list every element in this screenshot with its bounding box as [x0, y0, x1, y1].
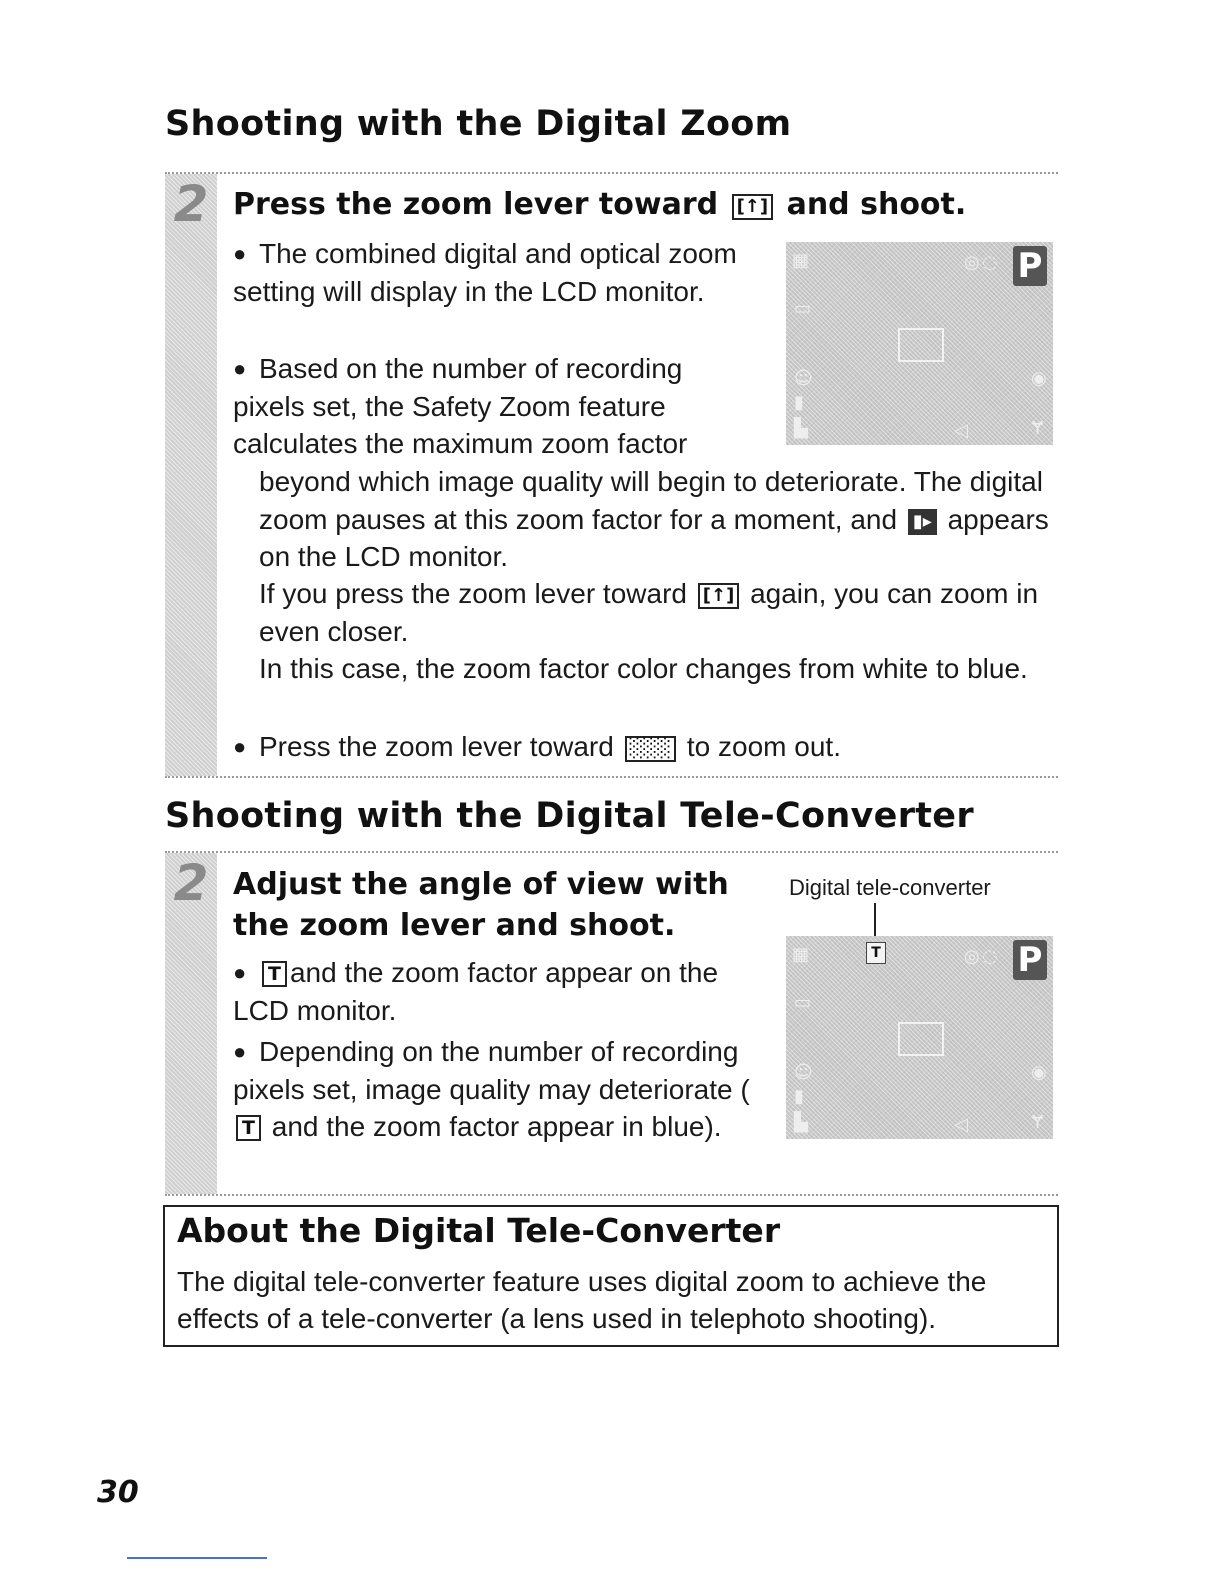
bullet-text: to zoom out.	[686, 731, 841, 762]
callout-digital-tele-converter: Digital tele-converter	[789, 875, 991, 900]
bullet-icon: ●	[233, 241, 247, 266]
step-title	[233, 864, 729, 946]
flash-icon: ◌	[982, 946, 998, 967]
about-body: The digital tele-converter feature uses digital zoom to achieve the effects of a tele-converter (a lens used in telephoto shooting).	[177, 1266, 987, 1334]
sound-icon: ◁	[954, 1114, 968, 1135]
paragraph-text: beyond which image quality will begin to deteriorate. The digital zoom pauses at this zoom factor for a moment, and	[259, 466, 1043, 535]
tele-converter-t-icon: T	[262, 961, 287, 987]
tele-converter-t-icon: T	[866, 942, 886, 964]
face-icon: ☺	[794, 1062, 813, 1083]
bullet-text: Depending on the number of recording pixels set, image quality may deteriorate (	[233, 1036, 750, 1105]
bullet-text: and the zoom factor appear in blue).	[271, 1111, 722, 1142]
grid-icon: ▦	[792, 944, 810, 965]
step-stripe	[165, 174, 217, 776]
step-number: 2	[173, 175, 209, 233]
bullet-icon: ●	[233, 356, 247, 381]
bullet-safety-zoom	[233, 350, 753, 463]
lcd-screen-illustration	[786, 936, 1053, 1139]
bottom-rule	[127, 1557, 267, 1559]
step-title-line1: Adjust the angle of view with	[233, 867, 729, 902]
bullet-zoom-out	[233, 728, 1053, 766]
zoom-wide-icon: ░░░	[625, 736, 677, 762]
step-title-text-end: and shoot.	[786, 187, 967, 222]
bullet-icon: ●	[233, 734, 247, 759]
paragraph-safety-zoom-cont	[259, 463, 1054, 576]
bullet-depending	[233, 1033, 753, 1146]
paragraph-text: If you press the zoom lever toward	[259, 578, 687, 609]
bullet-t-icon	[233, 954, 773, 1029]
spot-icon: ◉	[1031, 368, 1047, 389]
bullet-text: Based on the number of recording pixels set, the Safety Zoom feature calculates the maximum zoom factor	[233, 353, 688, 459]
flash-icon: ◌	[982, 252, 998, 273]
step-title-line2: the zoom lever and shoot.	[233, 908, 676, 943]
paragraph-text: again, you can zoom in even closer.	[259, 578, 1039, 647]
grid-icon: ▦	[792, 250, 810, 271]
step-title	[233, 184, 966, 225]
section-heading-digital-zoom: Shooting with the Digital Zoom	[165, 104, 792, 144]
about-title: About the Digital Tele-Converter	[177, 1211, 781, 1250]
bullet-text: Press the zoom lever toward	[259, 731, 614, 762]
card-icon: ▭	[794, 298, 812, 319]
bullet-icon: ●	[233, 1039, 247, 1064]
step-number: 2	[173, 854, 209, 912]
face-icon: ☺	[794, 368, 813, 389]
battery-icon: ▮	[794, 1086, 804, 1107]
step-stripe	[165, 853, 217, 1194]
card-icon: ▭	[794, 992, 812, 1013]
sound-icon: ◁	[954, 420, 968, 441]
about-box	[163, 1205, 1059, 1347]
bullet-text: The combined digital and optical zoom setting will display in the LCD monitor.	[233, 238, 737, 307]
paragraph-text: appears on the LCD monitor.	[259, 503, 1049, 572]
bullet-combined-zoom	[233, 235, 743, 310]
af-frame-icon	[898, 1022, 944, 1056]
tele-converter-t-icon: T	[236, 1115, 261, 1141]
paragraph-text: In this case, the zoom factor color changes from white to blue.	[259, 653, 1028, 684]
step-title-text-start: Press the zoom lever toward	[233, 187, 719, 222]
timer-icon: ◎	[964, 252, 980, 273]
lcd-screen-illustration	[786, 242, 1053, 445]
step-box-digital-zoom	[165, 172, 1058, 778]
safety-zoom-icon: ▮▸	[908, 509, 937, 535]
program-mode-icon: P	[1013, 940, 1047, 980]
zoom-tele-icon: [↑]	[698, 583, 740, 609]
program-mode-icon: P	[1013, 246, 1047, 286]
section-heading-digital-tele-converter: Shooting with the Digital Tele-Converter	[165, 796, 974, 836]
step-box-tele-converter	[165, 851, 1058, 1196]
tripod-icon: Ɏ	[1032, 418, 1043, 439]
size-icon: ▙	[794, 418, 808, 439]
spot-icon: ◉	[1031, 1062, 1047, 1083]
zoom-tele-icon: [↑]	[732, 194, 774, 220]
timer-icon: ◎	[964, 946, 980, 967]
tripod-icon: Ɏ	[1032, 1112, 1043, 1133]
bullet-text: and the zoom factor appear on the LCD monitor.	[233, 957, 719, 1026]
paragraph-zoom-again	[259, 575, 1054, 650]
size-icon: ▙	[794, 1112, 808, 1133]
bullet-icon: ●	[233, 960, 247, 985]
af-frame-icon	[898, 328, 944, 362]
page-number: 30	[97, 1475, 139, 1510]
paragraph-color-change	[259, 650, 1054, 688]
battery-icon: ▮	[794, 392, 804, 413]
